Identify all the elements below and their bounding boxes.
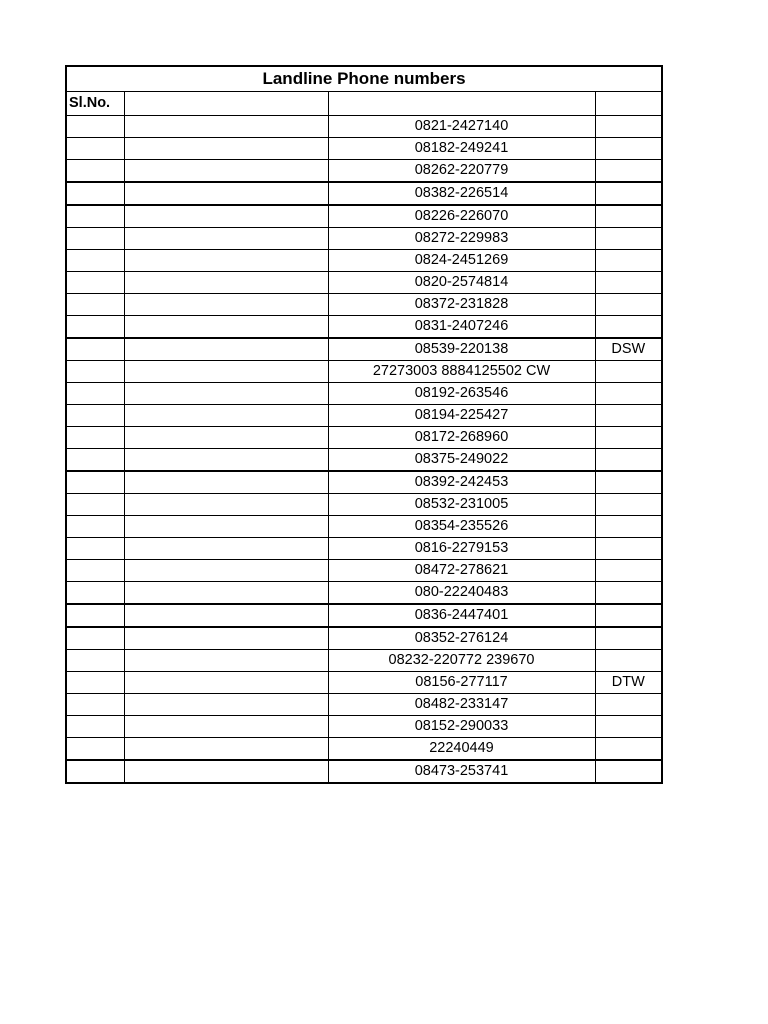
cell-name[interactable] — [124, 160, 328, 183]
header-col-4[interactable] — [595, 92, 662, 116]
table-row — [66, 205, 662, 228]
cell-name[interactable] — [124, 338, 328, 361]
cell-note[interactable] — [595, 272, 662, 294]
cell-name[interactable] — [124, 494, 328, 516]
cell-slno[interactable] — [66, 228, 124, 250]
table-row — [66, 716, 662, 738]
cell-name[interactable] — [124, 316, 328, 339]
cell-note[interactable] — [595, 228, 662, 250]
table-row — [66, 383, 662, 405]
table-row — [66, 427, 662, 449]
cell-slno[interactable] — [66, 471, 124, 494]
cell-phone[interactable]: 0836-2447401 — [328, 604, 595, 627]
cell-phone[interactable]: 0821-2427140 — [328, 116, 595, 138]
table-row — [66, 138, 662, 160]
cell-slno[interactable] — [66, 694, 124, 716]
table-row — [66, 538, 662, 560]
table-row — [66, 471, 662, 494]
cell-slno[interactable] — [66, 650, 124, 672]
cell-name[interactable] — [124, 604, 328, 627]
cell-slno[interactable] — [66, 449, 124, 472]
cell-slno[interactable] — [66, 538, 124, 560]
cell-phone[interactable]: 22240449 — [328, 738, 595, 761]
cell-note[interactable] — [595, 582, 662, 605]
table-row — [66, 316, 662, 339]
cell-note[interactable] — [595, 205, 662, 228]
cell-name[interactable] — [124, 427, 328, 449]
cell-name[interactable] — [124, 582, 328, 605]
cell-phone[interactable]: 08262-220779 — [328, 160, 595, 183]
cell-note[interactable] — [595, 738, 662, 761]
cell-name[interactable] — [124, 538, 328, 560]
cell-name[interactable] — [124, 361, 328, 383]
cell-phone[interactable]: 08352-276124 — [328, 627, 595, 650]
cell-slno[interactable] — [66, 338, 124, 361]
table-row — [66, 160, 662, 183]
cell-phone[interactable]: 080-22240483 — [328, 582, 595, 605]
cell-note[interactable] — [595, 182, 662, 205]
cell-phone[interactable]: 08272-229983 — [328, 228, 595, 250]
cell-phone[interactable]: 08172-268960 — [328, 427, 595, 449]
table-row — [66, 672, 662, 694]
table-row — [66, 338, 662, 361]
cell-slno[interactable] — [66, 138, 124, 160]
cell-phone[interactable]: 0831-2407246 — [328, 316, 595, 339]
cell-slno[interactable] — [66, 272, 124, 294]
table-row — [66, 738, 662, 761]
header-slno[interactable]: Sl.No. — [66, 92, 124, 116]
cell-phone[interactable]: 08539-220138 — [328, 338, 595, 361]
cell-note[interactable] — [595, 560, 662, 582]
table-row — [66, 272, 662, 294]
table-row — [66, 182, 662, 205]
cell-note[interactable] — [595, 716, 662, 738]
cell-name[interactable] — [124, 205, 328, 228]
cell-name[interactable] — [124, 650, 328, 672]
cell-slno[interactable] — [66, 560, 124, 582]
cell-name[interactable] — [124, 760, 328, 783]
cell-slno[interactable] — [66, 116, 124, 138]
cell-note[interactable] — [595, 316, 662, 339]
cell-phone[interactable]: 08375-249022 — [328, 449, 595, 472]
cell-note[interactable] — [595, 694, 662, 716]
table-row — [66, 582, 662, 605]
cell-note[interactable] — [595, 116, 662, 138]
cell-phone[interactable]: 08232-220772 239670 — [328, 650, 595, 672]
table-row — [66, 449, 662, 472]
table-row — [66, 516, 662, 538]
cell-name[interactable] — [124, 471, 328, 494]
cell-name[interactable] — [124, 383, 328, 405]
cell-note[interactable] — [595, 449, 662, 472]
table-row — [66, 694, 662, 716]
cell-phone[interactable]: 27273003 8884125502 CW — [328, 361, 595, 383]
table-body — [66, 66, 662, 783]
cell-slno[interactable] — [66, 716, 124, 738]
cell-name[interactable] — [124, 672, 328, 694]
cell-name[interactable] — [124, 294, 328, 316]
cell-note[interactable] — [595, 160, 662, 183]
cell-slno[interactable] — [66, 250, 124, 272]
table-row — [66, 760, 662, 783]
phone-number-table — [65, 65, 663, 784]
header-col-2[interactable] — [124, 92, 328, 116]
table-row — [66, 405, 662, 427]
cell-slno[interactable] — [66, 672, 124, 694]
cell-name[interactable] — [124, 116, 328, 138]
cell-slno[interactable] — [66, 361, 124, 383]
cell-name[interactable] — [124, 738, 328, 761]
cell-name[interactable] — [124, 449, 328, 472]
cell-slno[interactable] — [66, 182, 124, 205]
cell-slno[interactable] — [66, 738, 124, 761]
cell-slno[interactable] — [66, 516, 124, 538]
cell-name[interactable] — [124, 560, 328, 582]
cell-phone[interactable]: 08354-235526 — [328, 516, 595, 538]
cell-note[interactable] — [595, 627, 662, 650]
cell-name[interactable] — [124, 182, 328, 205]
cell-note[interactable] — [595, 361, 662, 383]
cell-phone[interactable]: 0816-2279153 — [328, 538, 595, 560]
cell-slno[interactable] — [66, 316, 124, 339]
cell-note[interactable] — [595, 516, 662, 538]
table-row — [66, 250, 662, 272]
table-row — [66, 294, 662, 316]
table-row — [66, 650, 662, 672]
cell-phone[interactable]: 08473-253741 — [328, 760, 595, 783]
cell-slno[interactable] — [66, 205, 124, 228]
table-row — [66, 116, 662, 138]
table-row — [66, 361, 662, 383]
cell-phone[interactable]: 0824-2451269 — [328, 250, 595, 272]
cell-phone[interactable]: 08472-278621 — [328, 560, 595, 582]
cell-phone[interactable]: 08192-263546 — [328, 383, 595, 405]
cell-slno[interactable] — [66, 405, 124, 427]
table-row — [66, 604, 662, 627]
table-row — [66, 560, 662, 582]
cell-phone[interactable]: 08182-249241 — [328, 138, 595, 160]
cell-slno[interactable] — [66, 494, 124, 516]
cell-note[interactable]: DTW — [595, 672, 662, 694]
cell-slno[interactable] — [66, 160, 124, 183]
cell-name[interactable] — [124, 694, 328, 716]
cell-note[interactable] — [595, 250, 662, 272]
table-title[interactable]: Landline Phone numbers — [66, 66, 662, 92]
cell-slno[interactable] — [66, 760, 124, 783]
cell-phone[interactable]: 08226-226070 — [328, 205, 595, 228]
header-row — [66, 92, 662, 116]
title-row — [66, 66, 662, 92]
cell-note[interactable] — [595, 405, 662, 427]
cell-phone[interactable]: 08382-226514 — [328, 182, 595, 205]
cell-name[interactable] — [124, 627, 328, 650]
cell-phone[interactable]: 08152-290033 — [328, 716, 595, 738]
cell-note[interactable] — [595, 471, 662, 494]
cell-slno[interactable] — [66, 604, 124, 627]
cell-name[interactable] — [124, 405, 328, 427]
cell-note[interactable] — [595, 650, 662, 672]
cell-note[interactable] — [595, 427, 662, 449]
table-row — [66, 627, 662, 650]
cell-slno[interactable] — [66, 582, 124, 605]
cell-slno[interactable] — [66, 294, 124, 316]
cell-phone[interactable]: 08194-225427 — [328, 405, 595, 427]
header-col-3[interactable] — [328, 92, 595, 116]
table-row — [66, 494, 662, 516]
cell-slno[interactable] — [66, 627, 124, 650]
cell-note[interactable] — [595, 494, 662, 516]
cell-name[interactable] — [124, 516, 328, 538]
cell-slno[interactable] — [66, 383, 124, 405]
cell-note[interactable] — [595, 760, 662, 783]
cell-phone[interactable]: 0820-2574814 — [328, 272, 595, 294]
cell-phone[interactable]: 08392-242453 — [328, 471, 595, 494]
cell-phone[interactable]: 08372-231828 — [328, 294, 595, 316]
cell-note[interactable] — [595, 138, 662, 160]
cell-name[interactable] — [124, 716, 328, 738]
cell-note[interactable]: DSW — [595, 338, 662, 361]
cell-name[interactable] — [124, 228, 328, 250]
cell-note[interactable] — [595, 294, 662, 316]
cell-name[interactable] — [124, 250, 328, 272]
cell-phone[interactable]: 08482-233147 — [328, 694, 595, 716]
cell-phone[interactable]: 08156-277117 — [328, 672, 595, 694]
cell-note[interactable] — [595, 604, 662, 627]
cell-slno[interactable] — [66, 427, 124, 449]
cell-note[interactable] — [595, 538, 662, 560]
table-row — [66, 228, 662, 250]
cell-name[interactable] — [124, 138, 328, 160]
cell-note[interactable] — [595, 383, 662, 405]
cell-phone[interactable]: 08532-231005 — [328, 494, 595, 516]
cell-name[interactable] — [124, 272, 328, 294]
